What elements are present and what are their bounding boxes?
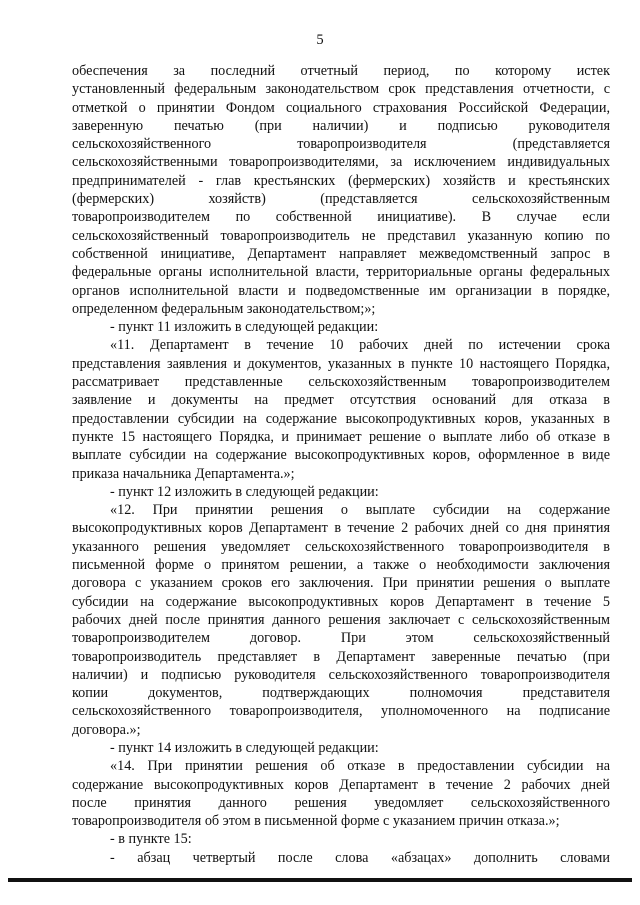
- text-line: обеспечения за последний отчетный период, по которому истек: [72, 63, 610, 79]
- text-line: - пункт 11 изложить в следующей редакции:: [110, 319, 379, 336]
- text-line: «12. При принятии решения о выплате субсидии на содержание: [110, 502, 610, 519]
- text-line: товаропроизводителем по собственной инициативе). В случае если: [72, 209, 610, 226]
- text-line: предпринимателей - глав крестьянских (фермерских) хозяйств и крестьянских: [72, 172, 610, 189]
- text-line: договора.»;: [72, 721, 141, 738]
- text-line: - в пункте 15:: [110, 831, 192, 848]
- text-line: приказа начальника Департамента.»;: [72, 465, 295, 482]
- text-line: после принятия данного решения уведомляет сельскохозяйственного: [72, 794, 610, 811]
- text-line: определенном федеральным законодательством;»;: [72, 300, 376, 317]
- scan-edge-bar: [8, 878, 632, 882]
- text-line: указанного решения уведомляет сельскохозяйственного товаропроизводителя в: [72, 538, 610, 555]
- text-line: содержание высокопродуктивных коров Департамент в течение 2 рабочих дней: [72, 776, 610, 793]
- text-line: собственной инициативе, Департамент направляет межведомственный запрос в: [72, 245, 610, 262]
- text-line: наличии) и подписью руководителя сельскохозяйственного товаропроизводителя: [72, 666, 610, 683]
- text-line: субсидии на содержание высокопродуктивных коров Департамент в течение 5: [72, 593, 610, 610]
- text-line: заявление и документы на предмет отсутствия оснований для отказа в: [72, 392, 610, 409]
- text-line: (фермерских) хозяйств) (представляется сельскохозяйственным: [72, 191, 610, 208]
- text-line: договора с указанием сроков его заключения. При принятии решения о выплате: [72, 575, 610, 592]
- text-line: сельскохозяйственного товаропроизводителя, уполномоченного на подписание: [72, 703, 610, 720]
- text-line: пункте 15 настоящего Порядка, и принимает решение о выплате либо об отказе в: [72, 428, 610, 445]
- text-line: - пункт 12 изложить в следующей редакции:: [110, 483, 379, 500]
- text-line: сельскохозяйственного товаропроизводителя (представляется: [72, 136, 610, 153]
- text-line: сельскохозяйственный товаропроизводитель не представил указанную копию по: [72, 227, 610, 244]
- text-line: сельскохозяйственными товаропроизводителями, за исключением индивидуальных: [72, 154, 610, 171]
- document-body: [72, 62, 610, 867]
- text-line: - пункт 14 изложить в следующей редакции:: [110, 739, 379, 756]
- text-line: «14. При принятии решения об отказе в предоставлении субсидии на: [110, 758, 610, 775]
- page-number: 5: [316, 32, 324, 48]
- text-line: установленный федеральным законодательством срок представления отчетности, с: [72, 81, 610, 98]
- text-line: товаропроизводитель представляет в Департамент заверенные печатью (при: [72, 648, 610, 665]
- text-line: письменной форме о принятом решении, а также о необходимости заключения: [72, 557, 610, 574]
- text-line: - абзац четвертый после слова «абзацах» дополнить словами: [110, 849, 610, 866]
- text-line: выплате субсидии на содержание высокопродуктивных коров, оформленное в виде: [72, 447, 610, 464]
- text-line: «11. Департамент в течение 10 рабочих дней по истечении срока: [110, 337, 610, 354]
- text-line: товаропроизводителем договор. При этом сельскохозяйственный: [72, 630, 610, 647]
- text-line: органов исполнительной власти и подведомственные им организации в порядке,: [72, 282, 610, 299]
- text-line: рассматривает представленные сельскохозяйственным товаропроизводителем: [72, 374, 610, 391]
- text-line: отметкой о принятии Фондом социального страхования Российской Федерации,: [72, 99, 610, 116]
- text-line: представления заявления и документов, указанных в пункте 10 настоящего Порядка,: [72, 355, 610, 372]
- text-line: товаропроизводителя об этом в письменной форме с указанием причин отказа.»;: [72, 813, 560, 830]
- text-line: копии документов, подтверждающих полномочия представителя: [72, 685, 610, 702]
- text-line: высокопродуктивных коров Департамент в течение 2 рабочих дней со дня принятия: [72, 520, 610, 537]
- text-line: заверенную печатью (при наличии) и подписью руководителя: [72, 117, 610, 134]
- text-line: рабочих дней после принятия данного решения заключает с сельскохозяйственным: [72, 611, 610, 628]
- text-line: предоставлении субсидии на содержание высокопродуктивных коров, указанных в: [72, 410, 610, 427]
- text-line: федеральные органы исполнительной власти, территориальные органы федеральных: [72, 264, 610, 281]
